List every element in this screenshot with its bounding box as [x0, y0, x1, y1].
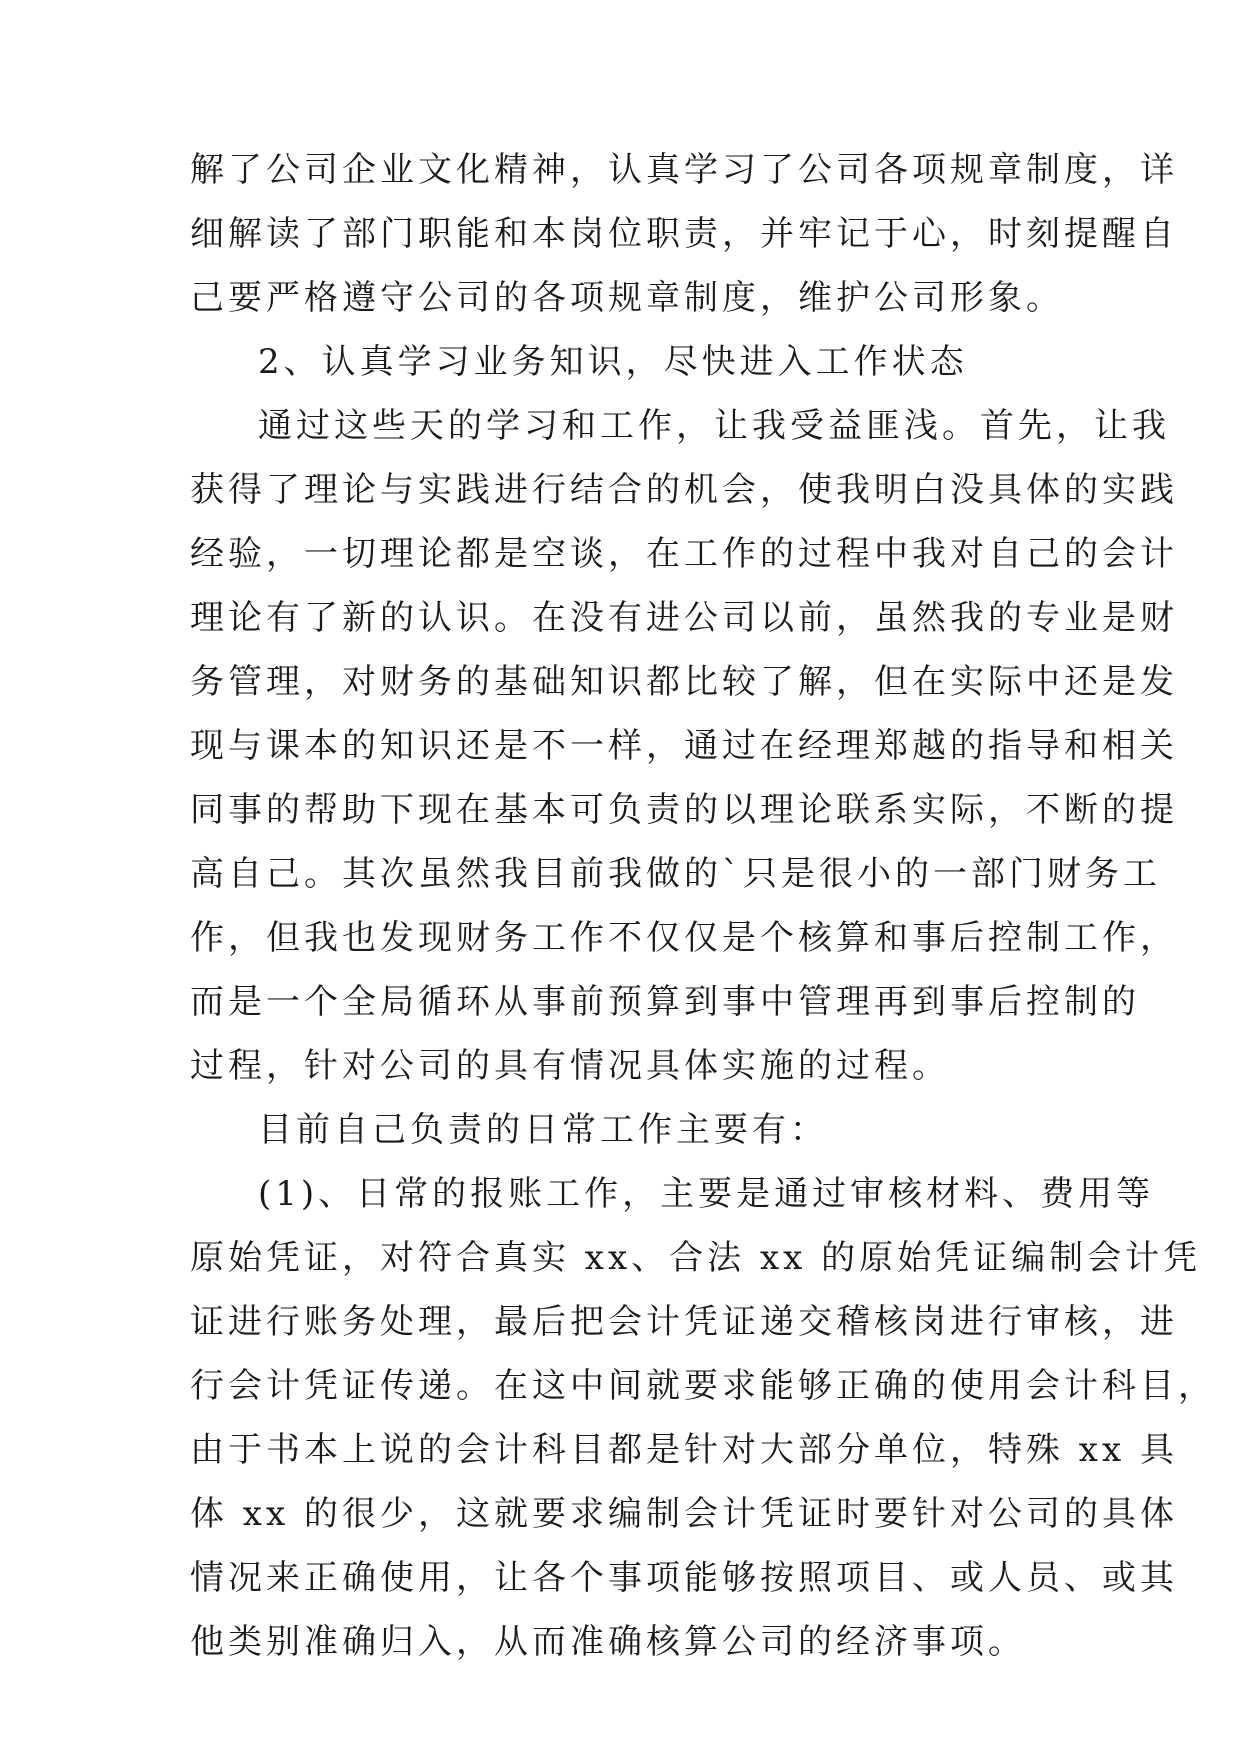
text-line: 经验，一切理论都是空谈，在工作的过程中我对自己的会计	[190, 534, 1178, 574]
text-line: 而是一个全局循环从事前预算到事中管理再到事后控制的	[190, 982, 1140, 1022]
text-line: 由于书本上说的会计科目都是针对大部分单位，特殊 xx 具	[190, 1430, 1178, 1470]
text-line: 他类别准确归入，从而准确核算公司的经济事项。	[190, 1622, 1026, 1662]
text-line: 解了公司企业文化精神，认真学习了公司各项规章制度，详	[190, 150, 1178, 190]
text-line: 证进行账务处理，最后把会计凭证递交稽核岗进行审核，进	[190, 1302, 1178, 1342]
text-line: 行会计凭证传递。在这中间就要求能够正确的使用会计科目，	[190, 1366, 1216, 1406]
text-line: 过程，针对公司的具有情况具体实施的过程。	[190, 1046, 950, 1086]
text-line: 作，但我也发现财务工作不仅仅是个核算和事后控制工作，	[190, 918, 1178, 958]
text-line: 理论有了新的认识。在没有进公司以前，虽然我的专业是财	[190, 598, 1178, 638]
text-line: 原始凭证，对符合真实 xx、合法 xx 的原始凭证编制会计凭	[190, 1238, 1202, 1278]
text-line: 细解读了部门职能和本岗位职责，并牢记于心，时刻提醒自	[190, 214, 1178, 254]
text-line: 务管理，对财务的基础知识都比较了解，但在实际中还是发	[190, 662, 1178, 702]
text-line: 高自己。其次虽然我目前我做的`只是很小的一部门财务工	[190, 854, 1161, 894]
section-heading: 2、认真学习业务知识，尽快进入工作状态	[258, 342, 968, 382]
text-line: 现与课本的知识还是不一样，通过在经理郑越的指导和相关	[190, 726, 1178, 766]
text-line: 体 xx 的很少，这就要求编制会计凭证时要针对公司的具体	[190, 1494, 1178, 1534]
text-line: 同事的帮助下现在基本可负责的以理论联系实际，不断的提	[190, 790, 1178, 830]
text-line: 己要严格遵守公司的各项规章制度，维护公司形象。	[190, 278, 1064, 318]
text-line: (1)、日常的报账工作，主要是通过审核材料、费用等	[258, 1174, 1155, 1214]
text-line: 通过这些天的学习和工作，让我受益匪浅。首先，让我	[258, 406, 1170, 446]
text-line: 目前自己负责的日常工作主要有：	[258, 1110, 828, 1150]
text-line: 情况来正确使用，让各个事项能够按照项目、或人员、或其	[190, 1558, 1178, 1598]
text-line: 获得了理论与实践进行结合的机会，使我明白没具体的实践	[190, 470, 1178, 510]
